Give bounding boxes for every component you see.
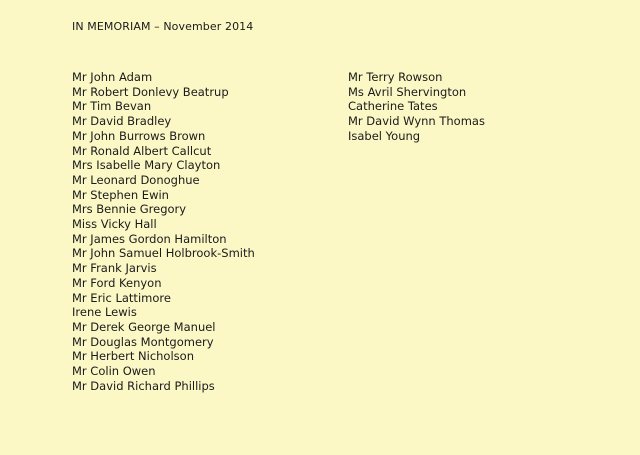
name-item: Mr James Gordon Hamilton xyxy=(72,231,227,246)
name-item: Mr Derek George Manuel xyxy=(72,319,216,334)
name-item: Mrs Bennie Gregory xyxy=(72,202,187,217)
name-item: Mr John Samuel Holbrook-Smith xyxy=(72,246,255,261)
name-item: Mr Robert Donlevy Beatrup xyxy=(72,84,229,99)
name-item: Mr Herbert Nicholson xyxy=(72,349,194,364)
name-item: Mr Ford Kenyon xyxy=(72,275,162,290)
name-item: Ms Avril Shervington xyxy=(348,84,467,99)
name-item: Mr Leonard Donoghue xyxy=(72,172,200,187)
name-item: Mr Terry Rowson xyxy=(348,70,443,84)
name-item: Mr David Wynn Thomas xyxy=(348,114,485,129)
name-item: Mr Eric Lattimore xyxy=(72,290,171,305)
name-item: Catherine Tates xyxy=(348,99,438,114)
names-list-right xyxy=(348,70,485,144)
name-item: Mr John Burrows Brown xyxy=(72,128,206,143)
name-item: Mrs Isabelle Mary Clayton xyxy=(72,158,221,173)
name-item: Mr David Richard Phillips xyxy=(72,378,215,393)
names-list-left xyxy=(72,70,255,393)
name-item: Mr Tim Bevan xyxy=(72,99,152,114)
name-item: Mr Douglas Montgomery xyxy=(72,334,214,349)
name-item: Mr Ronald Albert Callcut xyxy=(72,143,212,158)
name-item: Mr Stephen Ewin xyxy=(72,187,169,202)
page-title: IN MEMORIAM – November 2014 xyxy=(72,20,254,33)
name-item: Mr Frank Jarvis xyxy=(72,261,157,276)
name-item: Irene Lewis xyxy=(72,305,137,320)
name-item: Isabel Young xyxy=(348,128,421,143)
name-item: Miss Vicky Hall xyxy=(72,217,157,232)
name-item: Mr David Bradley xyxy=(72,114,172,129)
name-item: Mr Colin Owen xyxy=(72,364,156,379)
name-item: Mr John Adam xyxy=(72,70,153,84)
